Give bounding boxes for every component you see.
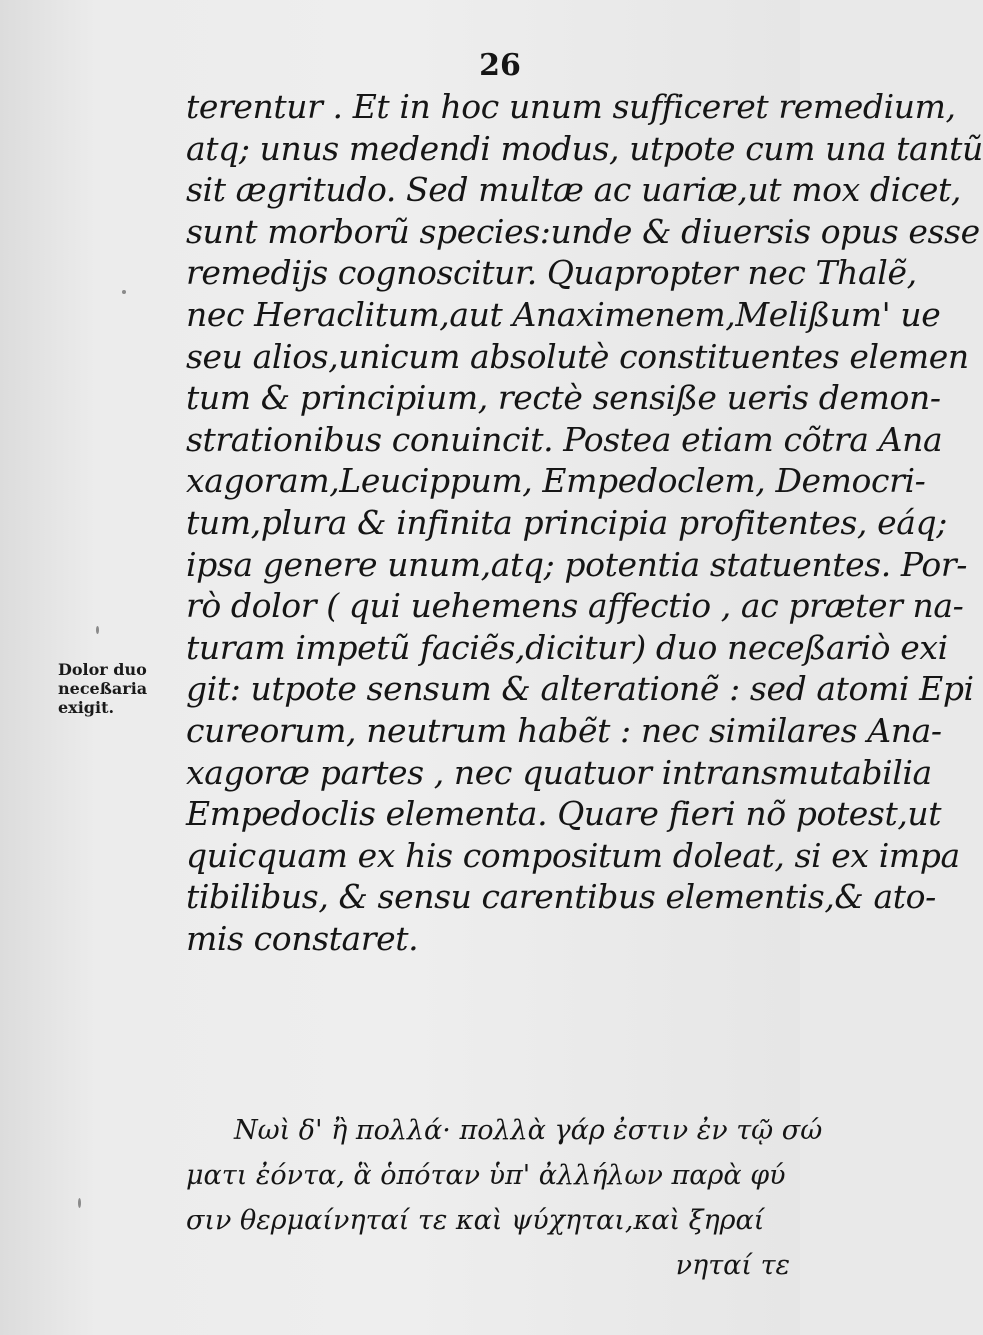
ink-speck <box>96 626 99 634</box>
margin-note-line: neceßaria <box>58 679 148 698</box>
text-line: turam impetũ faciẽs,dicitur) duo neceßariò exi <box>186 627 948 667</box>
text-line: sit ægritudo. Sed multæ ac uariæ,ut mox dicet, <box>186 170 961 210</box>
body-text <box>186 86 983 959</box>
greek-line: σιν θερμαίνηταί τε καὶ ψύχηται,καὶ ξηραί <box>186 1205 765 1236</box>
margin-note-line: Dolor duo <box>58 660 147 679</box>
margin-note-line: exigit. <box>58 698 115 717</box>
margin-note <box>58 660 180 717</box>
text-line: quicquam ex his compositum doleat, si ex impa <box>186 835 960 875</box>
text-line: git: utpote sensum & alterationẽ : sed atomi Epi <box>186 669 974 709</box>
text-line: xagoræ partes , nec quatuor intransmutabilia <box>186 752 932 792</box>
text-line: seu alios,unicum absolutè constituentes elemen <box>186 336 969 376</box>
greek-line: Νωὶ δ' ἢ πολλά· πολλὰ γάρ ἐστιν ἐν τῷ σώ <box>234 1115 823 1146</box>
greek-line: ματι ἐόντα, ἃ ὁπόταν ὑπ' ἀλλήλων παρὰ φύ <box>186 1160 786 1191</box>
text-line: Empedoclis elementa. Quare fieri nõ potest,ut <box>186 794 942 834</box>
text-line: tibilibus, & sensu carentibus elementis,& ato- <box>186 877 936 917</box>
text-line: cureorum, neutrum habẽt : nec similares Ana- <box>186 710 942 750</box>
text-line: ipsa genere unum,atq; potentia statuentes. Por- <box>186 544 967 584</box>
text-line: terentur . Et in hoc unum sufficeret remedium, <box>186 87 956 126</box>
text-line: atq; unus medendi modus, utpote cum una tantũ <box>186 128 983 168</box>
text-line: tum & principium, rectè sensiße ueris demon- <box>186 378 941 418</box>
text-line: xagoram,Leucippum, Empedoclem, Democri- <box>186 461 926 501</box>
greek-line: νηταί τε <box>675 1250 790 1281</box>
text-line: strationibus conuincit. Postea etiam cõtra Ana <box>186 419 943 459</box>
text-line: sunt morborũ species:unde & diuersis opus esse <box>186 211 980 251</box>
text-line: remedijs cognoscitur. Quapropter nec Thalẽ, <box>186 253 917 293</box>
page-number: 26 <box>479 48 521 83</box>
text-line: tum,plura & infinita principia profitentes, eáq; <box>186 502 947 542</box>
greek-quotation <box>186 1108 823 1288</box>
text-line: mis constaret. <box>186 918 419 958</box>
text-line: nec Heraclitum,aut Anaximenem,Melißum' ue <box>186 294 941 334</box>
text-line: rò dolor ( qui uehemens affectio , ac præter na- <box>186 586 964 626</box>
ink-speck <box>78 1198 81 1208</box>
ink-speck <box>122 290 126 294</box>
